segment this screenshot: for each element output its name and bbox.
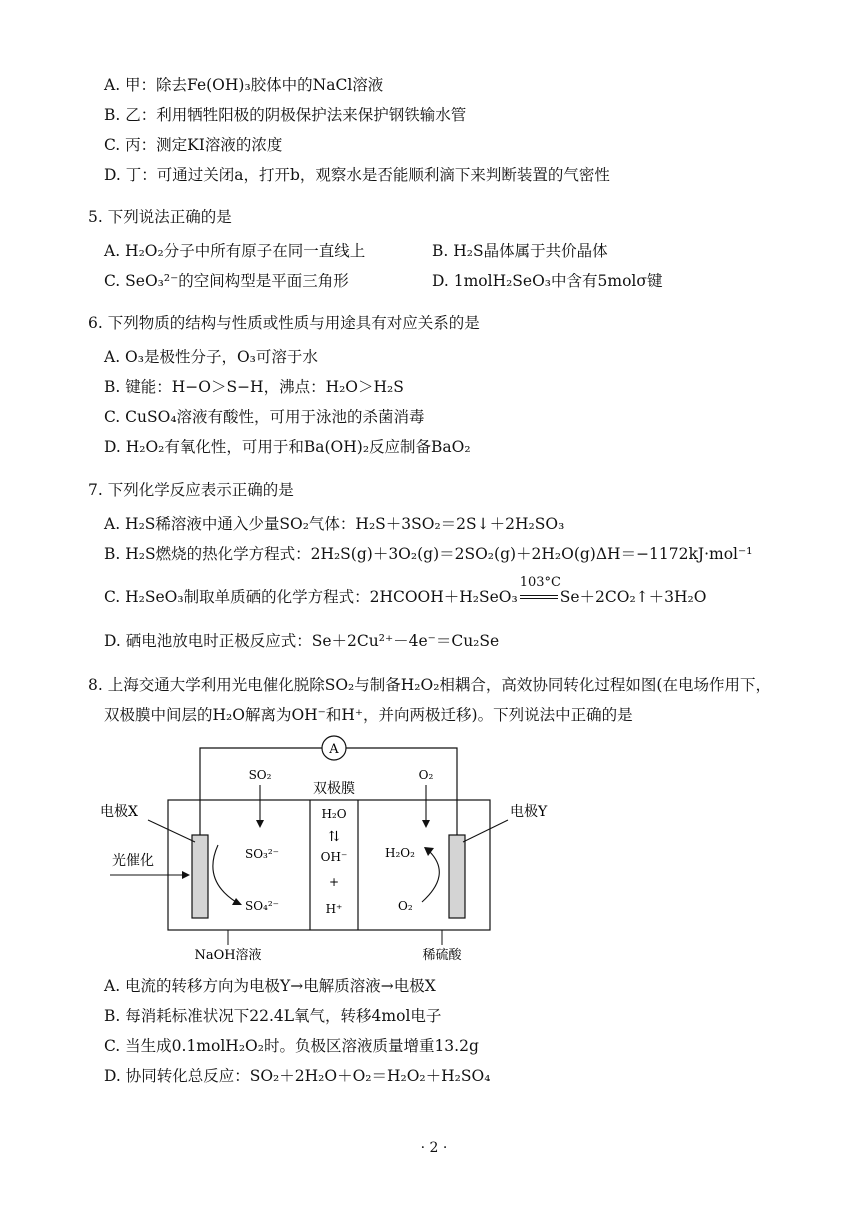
electrode-x <box>192 835 208 918</box>
q7-option-b: B. H₂S燃烧的热化学方程式：2H₂S(g)＋3O₂(g)＝2SO₂(g)＋2H₂O(g)ΔH＝−1172kJ·mol⁻¹ <box>104 545 753 563</box>
q8-option-c: C. 当生成0.1molH₂O₂时。负极区溶液质量增重13.2g <box>104 1037 479 1055</box>
q5-stem: 5. 下列说法正确的是 <box>88 208 232 226</box>
left-curved-arrow <box>213 845 236 902</box>
q6-option-d: D. H₂O₂有氧化性，可用于和Ba(OH)₂反应制备BaO₂ <box>104 438 471 456</box>
equilibrium-symbol: ⇅ <box>328 829 340 845</box>
q7-option-c-right: Se＋2CO₂↑＋3H₂O <box>559 588 707 606</box>
q8-option-b: B. 每消耗标准状况下22.4L氧气，转移4mol电子 <box>104 1007 442 1025</box>
hydrogen-peroxide-label: H₂O₂ <box>385 846 415 860</box>
q4-option-c: C. 丙：测定KI溶液的浓度 <box>104 136 283 154</box>
hydroxide-label: OH⁻ <box>320 850 348 864</box>
q7-equal-sign <box>520 595 558 599</box>
light-catalysis-label: 光催化 <box>112 853 154 869</box>
dilute-sulfuric-acid-label: 稀硫酸 <box>422 948 462 963</box>
q7-option-a: A. H₂S稀溶液中通入少量SO₂气体：H₂S＋3SO₂＝2S↓＋2H₂SO₃ <box>104 515 565 533</box>
page-number: · 2 · <box>420 1140 448 1156</box>
q8-stem-line1: 8. 上海交通大学利用光电催化脱除SO₂与制备H₂O₂相耦合，高效协同转化过程如图(在电场作用下， <box>88 676 771 694</box>
q4-option-b: B. 乙：利用牺牲阳极的阴极保护法来保护钢铁输水管 <box>104 106 467 124</box>
q7-reaction-arrow <box>518 575 561 608</box>
o2-inlet-label: O₂ <box>418 768 434 782</box>
q7-condition: 103°C <box>519 575 561 590</box>
q6-option-a: A. O₃是极性分子，O₃可溶于水 <box>104 348 318 366</box>
q6-option-c: C. CuSO₄溶液有酸性，可用于泳池的杀菌消毒 <box>104 408 425 426</box>
membrane-water-label: H₂O <box>321 807 347 821</box>
so2-inlet-arrow-head <box>256 820 264 828</box>
q6-stem: 6. 下列物质的结构与性质或性质与用途具有对应关系的是 <box>88 314 480 332</box>
q8-option-a: A. 电流的转移方向为电极Y→电解质溶液→电极X <box>104 977 436 995</box>
sulfite-label: SO₃²⁻ <box>245 847 280 861</box>
oxygen-label: O₂ <box>398 899 413 913</box>
ammeter-label: A <box>329 742 339 757</box>
q4-option-d: D. 丁：可通过关闭a，打开b，观察水是否能顺利滴下来判断装置的气密性 <box>104 166 610 184</box>
plus-sign: + <box>328 875 340 889</box>
naoh-solution-label: NaOH溶液 <box>194 948 262 963</box>
q4-option-a: A. 甲：除去Fe(OH)₃胶体中的NaCl溶液 <box>104 76 384 94</box>
o2-inlet-arrow-head <box>422 820 430 828</box>
hydrogen-ion-label: H⁺ <box>325 902 343 916</box>
q5-option-c: C. SeO₃²⁻的空间构型是平面三角形 <box>104 272 349 290</box>
q5-option-a: A. H₂O₂分子中所有原子在同一直线上 <box>104 242 366 260</box>
so2-inlet-label: SO₂ <box>248 768 272 782</box>
sulfate-label: SO₄²⁻ <box>245 899 280 913</box>
q5-option-b: B. H₂S晶体属于共价晶体 <box>432 242 608 260</box>
q7-option-d: D. 硒电池放电时正极反应式：Se＋2Cu²⁺－4e⁻＝Cu₂Se <box>104 632 500 650</box>
q7-option-c-left: C. H₂SeO₃制取单质硒的化学方程式：2HCOOH＋H₂SeO₃ <box>104 588 518 606</box>
electrolysis-diagram <box>100 730 580 970</box>
q8-stem-line2: 双极膜中间层的H₂O解离为OH⁻和H⁺，并向两极迁移)。下列说法中正确的是 <box>104 706 633 724</box>
electrode-y-leader <box>463 820 508 842</box>
electrode-x-leader <box>148 820 195 842</box>
electrode-x-label: 电极X <box>100 804 138 820</box>
q7-option-c <box>104 575 707 608</box>
q5-option-d: D. 1molH₂SeO₃中含有5molσ键 <box>432 272 663 290</box>
q8-option-d: D. 协同转化总反应：SO₂＋2H₂O＋O₂＝H₂O₂＋H₂SO₄ <box>104 1067 491 1085</box>
electrode-y <box>449 835 465 918</box>
right-curved-arrow <box>422 852 439 902</box>
electrode-y-label: 电极Y <box>510 804 548 820</box>
q6-option-b: B. 键能：H−O＞S−H，沸点：H₂O＞H₂S <box>104 378 404 396</box>
q7-stem: 7. 下列化学反应表示正确的是 <box>88 481 294 499</box>
light-arrow-head <box>182 871 190 879</box>
membrane-label: 双极膜 <box>313 781 355 797</box>
left-curved-arrow-head <box>232 898 242 905</box>
